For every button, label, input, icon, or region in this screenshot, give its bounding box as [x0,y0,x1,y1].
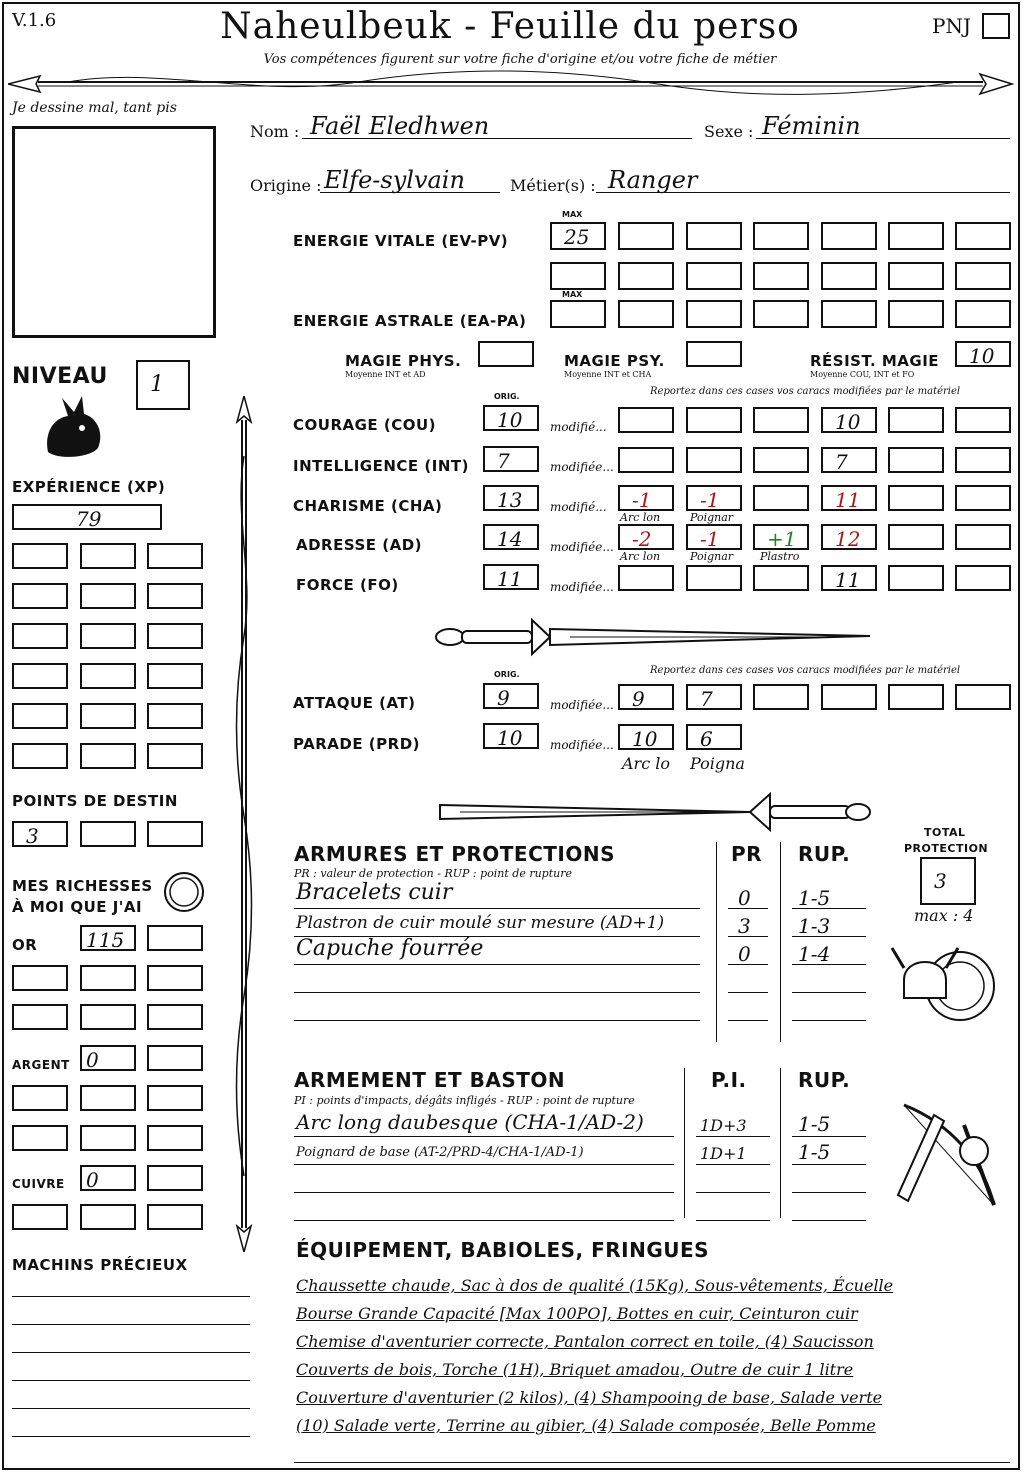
metier-label: Métier(s) : [510,176,596,195]
ea-box[interactable] [888,300,944,328]
weapon-rup-line [792,1136,866,1137]
sexe-label: Sexe : [704,122,754,141]
equipment-line[interactable]: Chemise d'aventurier correcte, Pantalon correct en toile, (4) Saucisson [296,1332,874,1351]
armor-rup-line [792,1020,866,1021]
armor-pr-line [728,1020,768,1021]
origine-label: Origine : [250,176,322,195]
int-mod-label: modifiée... [550,460,614,474]
int-mod-box[interactable] [888,447,944,473]
xp-extra-box[interactable] [80,703,136,729]
ea-box[interactable] [753,300,809,328]
ev-label: ENERGIE VITALE (EV-PV) [293,232,509,250]
int-final-box[interactable]: 7 [821,447,877,473]
cha-mod-box[interactable]: -1 [686,485,742,511]
xp-extra-box[interactable] [80,543,136,569]
sexe-value[interactable]: Féminin [762,112,861,140]
ev-box[interactable] [686,222,742,250]
int-mod-box[interactable] [753,447,809,473]
at-label: ATTAQUE (AT) [293,694,416,712]
weapon-name[interactable]: Arc long daubesque (CHA-1/AD-2) [296,1110,644,1134]
ev-box[interactable] [888,222,944,250]
int-mod-box[interactable] [686,447,742,473]
xp-extra-box[interactable] [147,543,203,569]
cou-final-box[interactable]: 10 [821,407,877,433]
weapon-pi-line [696,1220,770,1221]
magie-phys-sub: Moyenne INT et AD [345,370,426,379]
weapon-row-line [294,1164,674,1165]
int-orig-box[interactable]: 7 [483,446,539,472]
pnj-checkbox[interactable] [982,13,1010,39]
niveau-box[interactable]: 1 [136,360,190,410]
armor-sub: PR : valeur de protection - RUP : point de rupture [294,867,572,880]
ea-box[interactable] [686,300,742,328]
armor-name[interactable]: Capuche fourrée [296,936,484,961]
cuivre-box[interactable] [147,1165,203,1191]
weapon-pi-line [696,1164,770,1165]
xp-extra-box[interactable] [147,743,203,769]
or-label: OR [12,936,38,954]
ad-label: ADRESSE (AD) [296,536,423,554]
armor-rup[interactable]: 1-3 [798,914,831,938]
xp-extra-box[interactable] [147,703,203,729]
destin-box[interactable] [147,821,203,847]
ev-box[interactable] [753,262,809,290]
prd-mod-label: modifiée... [550,738,614,752]
weapon-row-line [294,1136,674,1137]
ev-box[interactable] [821,222,877,250]
ad-mod-box[interactable]: -1 [686,524,742,550]
at-orig-box[interactable]: 9 [483,683,539,709]
ad-mod-box[interactable] [955,524,1011,550]
weapon-pi[interactable]: 1D+3 [700,1116,747,1135]
xp-extra-box[interactable] [80,583,136,609]
ea-box[interactable] [618,300,674,328]
xp-extra-box[interactable] [12,663,68,689]
ev-max-label: MAX [562,210,583,219]
at-mod-box[interactable]: 7 [686,684,742,710]
argent-box[interactable] [147,1045,203,1071]
ad-orig-box[interactable]: 14 [483,524,539,550]
armor-name[interactable]: Plastron de cuir moulé sur mesure (AD+1) [296,913,665,933]
prd-mod-box[interactable]: 10 [618,724,674,750]
weapon-pi[interactable]: 1D+1 [700,1144,747,1163]
stats-report-note: Reportez dans ces cases vos caracs modifiées par le matériel [650,386,961,397]
at-mod-label: modifiée... [550,698,614,712]
cuivre-label: CUIVRE [12,1177,65,1191]
weapon-name[interactable]: Poignard de base (AT-2/PRD-4/CHA-1/AD-1) [296,1145,584,1160]
weapons-title: ARMEMENT ET BASTON [294,1068,566,1092]
sword-icon [430,612,880,662]
at-mod-box[interactable] [955,684,1011,710]
fo-mod-box[interactable] [686,565,742,591]
armor-row-line [294,992,700,993]
xp-extra-box[interactable] [80,623,136,649]
ev-box[interactable] [888,262,944,290]
ad-mod-note: Arc lon [620,550,661,563]
int-label: INTELLIGENCE (INT) [293,457,469,475]
sword-icon [430,788,880,838]
or-box[interactable] [147,965,203,991]
weapon-rup[interactable]: 1-5 [798,1112,831,1136]
resist-magie-sub: Moyenne COU, INT et FO [810,370,915,379]
xp-extra-box[interactable] [147,583,203,609]
page-subtitle: Vos compétences figurent sur votre fiche d'origine et/ou votre fiche de métier [263,52,777,67]
equipment-blank-line[interactable] [294,1462,1010,1463]
ea-max-box[interactable] [550,300,606,328]
cou-mod-label: modifié... [550,420,607,434]
destin-box[interactable] [80,821,136,847]
ev-box[interactable] [550,262,606,290]
xp-extra-box[interactable] [80,663,136,689]
fo-mod-box[interactable] [888,565,944,591]
cha-mod-note: Poignar [690,511,734,524]
weapons-sub: PI : points d'impacts, dégâts infligés - RUP : point de rupture [294,1094,635,1107]
cuivre-box[interactable] [12,1204,68,1230]
cuivre-box[interactable] [80,1204,136,1230]
armor-pr-line [728,992,768,993]
fo-mod-box[interactable] [753,565,809,591]
xp-extra-box[interactable] [12,623,68,649]
xp-extra-box[interactable] [12,703,68,729]
weapon-rup[interactable]: 1-5 [798,1140,831,1164]
fo-final-box[interactable]: 11 [821,565,877,591]
cou-orig-box[interactable]: 10 [483,405,539,431]
or-box[interactable] [12,965,68,991]
fo-mod-box[interactable] [955,565,1011,591]
ev-box[interactable] [955,262,1011,290]
weapon-row-line [294,1192,674,1193]
pnj-label: PNJ [932,14,971,38]
magie-psy-box[interactable] [686,341,742,367]
or-box[interactable] [80,1004,136,1030]
xp-extra-box[interactable] [147,663,203,689]
argent-box[interactable] [147,1125,203,1151]
prd-label: PARADE (PRD) [293,735,421,753]
ea-max-label: MAX [562,290,583,299]
cuivre-box[interactable] [147,1204,203,1230]
orig-label: ORIG. [494,670,520,679]
ad-final-box[interactable]: 12 [821,524,877,550]
cha-final-box[interactable]: 11 [821,485,877,511]
cha-mod-box[interactable] [888,485,944,511]
destin-label: POINTS DE DESTIN [12,792,178,810]
richesses-label: MES RICHESSES [12,877,153,895]
weapon-pi-line [696,1136,770,1137]
cha-orig-box[interactable]: 13 [483,485,539,511]
argent-box[interactable] [80,1125,136,1151]
at-mod-box[interactable] [888,684,944,710]
spear-icon [228,396,260,1252]
xp-extra-box[interactable] [147,623,203,649]
argent-box[interactable] [80,1085,136,1111]
weapon-pi-line [696,1192,770,1193]
ev-max-box[interactable]: 25 [550,222,606,250]
ea-box[interactable] [821,300,877,328]
argent-label: ARGENT [12,1058,70,1072]
argent-box[interactable]: 0 [80,1045,136,1071]
xp-extra-box[interactable] [12,583,68,609]
combat-note: Arc lo [622,754,670,773]
fo-mod-label: modifiée... [550,580,614,594]
xp-label: EXPÉRIENCE (XP) [12,478,166,496]
xp-box[interactable]: 79 [12,504,162,530]
armor-rup[interactable]: 1-5 [798,886,831,910]
equipment-line[interactable]: Couverts de bois, Torche (1H), Briquet amadou, Outre de cuir 1 litre [296,1360,854,1379]
armor-rup[interactable]: 1-4 [798,942,831,966]
weapons-pi-header: P.I. [711,1068,747,1092]
cou-mod-box[interactable] [955,407,1011,433]
xp-extra-box[interactable] [12,543,68,569]
ev-box[interactable] [955,222,1011,250]
ad-mod-box[interactable]: -2 [618,524,674,550]
argent-box[interactable] [12,1125,68,1151]
fo-label: FORCE (FO) [296,576,399,594]
top-spear-icon [8,68,1016,98]
argent-box[interactable] [12,1085,68,1111]
armor-pr[interactable]: 0 [738,886,751,910]
destin-box[interactable]: 3 [12,821,68,847]
at-mod-box[interactable] [821,684,877,710]
equipment-line[interactable]: (10) Salade verte, Terrine au gibier, (4) Salade composée, Belle Pomme [296,1416,876,1435]
prd-orig-box[interactable]: 10 [483,723,539,749]
cha-mod-label: modifié... [550,500,607,514]
weapon-rup-line [792,1220,866,1221]
equipment-line[interactable]: Bourse Grande Capacité [Max 100PO], Bottes en cuir, Ceinturon cuir [296,1304,858,1323]
fo-mod-box[interactable] [618,565,674,591]
ad-mod-note: Plastro [760,550,800,563]
nom-label: Nom : [250,122,300,141]
cou-mod-box[interactable] [888,407,944,433]
niveau-label: NIVEAU [12,364,108,389]
ev-box[interactable] [753,222,809,250]
resist-magie-label: RÉSIST. MAGIE [810,352,940,370]
equipment-line[interactable]: Couverture d'aventurier (2 kilos), (4) Shampooing de base, Salade verte [296,1388,883,1407]
helmet-shield-icon [890,928,1000,1028]
armor-rup-header: RUP. [798,842,851,866]
total-protection-box[interactable]: 3 [920,857,976,905]
armor-row-line [294,1020,700,1021]
fo-orig-box[interactable]: 11 [483,564,539,590]
at-mod-box[interactable]: 9 [618,684,674,710]
portrait-caption: Je dessine mal, tant pis [12,100,177,116]
cou-mod-box[interactable] [686,407,742,433]
cha-mod-box[interactable] [753,485,809,511]
orig-label: ORIG. [494,392,520,401]
or-box[interactable] [147,1004,203,1030]
richesses-label-2: À MOI QUE J'AI [12,898,143,916]
cou-mod-box[interactable] [618,407,674,433]
xp-extra-box[interactable] [80,743,136,769]
total-protection-label-2: PROTECTION [904,842,989,855]
armor-row-line [294,964,700,965]
int-mod-box[interactable] [955,447,1011,473]
ev-box[interactable] [618,262,674,290]
version-label: V.1.6 [12,10,57,31]
armor-pr-header: PR [731,842,763,866]
magie-phys-label: MAGIE PHYS. [345,352,462,370]
equipment-title: ÉQUIPEMENT, BABIOLES, FRINGUES [296,1238,710,1262]
weapon-rup-line [792,1192,866,1193]
armor-row-line [294,908,700,909]
magie-psy-label: MAGIE PSY. [564,352,665,370]
ea-label: ENERGIE ASTRALE (EA-PA) [293,312,527,330]
ad-mod-note: Poignar [690,550,734,563]
armor-title: ARMURES ET PROTECTIONS [294,842,615,866]
metier-value[interactable]: Ranger [608,166,698,194]
int-mod-box[interactable] [618,447,674,473]
ev-box[interactable] [821,262,877,290]
portrait-box[interactable] [12,126,216,338]
armor-pr[interactable]: 3 [738,914,751,938]
armor-pr[interactable]: 0 [738,942,751,966]
ev-box[interactable] [618,222,674,250]
nom-value[interactable]: Faël Eledhwen [310,112,490,140]
ea-box[interactable] [955,300,1011,328]
ev-box[interactable] [686,262,742,290]
weapon-row-line [294,1220,674,1221]
ad-mod-label: modifiée... [550,540,614,554]
combat-report-note: Reportez dans ces cases vos caracs modifiées par le matériel [650,665,961,676]
ad-mod-box[interactable] [888,524,944,550]
at-mod-box[interactable] [753,684,809,710]
total-protection-label: TOTAL [924,826,966,839]
page-title: Naheulbeuk - Feuille du perso [220,6,800,47]
cha-label: CHARISME (CHA) [293,497,443,515]
magie-psy-sub: Moyenne INT et CHA [564,370,652,379]
weapon-rup-line [792,1164,866,1165]
cha-mod-box[interactable]: -1 [618,485,674,511]
dragon-icon [38,392,106,462]
cuivre-box[interactable]: 0 [80,1165,136,1191]
cou-mod-box[interactable] [753,407,809,433]
or-box[interactable] [12,1004,68,1030]
cou-label: COURAGE (COU) [293,416,437,434]
weapons-rup-header: RUP. [798,1068,851,1092]
ad-mod-box[interactable]: +1 [753,524,809,550]
armor-rup-line [792,992,866,993]
origine-value[interactable]: Elfe-sylvain [324,166,465,194]
max-protection-note: max : 4 [914,906,974,925]
coin-icon [162,870,206,914]
cha-mod-box[interactable] [955,485,1011,511]
cha-mod-note: Arc lon [620,511,661,524]
armor-name[interactable]: Bracelets cuir [296,880,453,905]
or-box[interactable]: 115 [80,925,136,951]
magie-phys-box[interactable] [478,341,534,367]
argent-box[interactable] [147,1085,203,1111]
resist-magie-box[interactable]: 10 [955,341,1011,367]
weapons-icon [884,1095,1010,1215]
or-box[interactable] [80,965,136,991]
equipment-line[interactable]: Chaussette chaude, Sac à dos de qualité (15Kg), Sous-vêtements, Écuelle [296,1276,894,1295]
xp-extra-box[interactable] [12,743,68,769]
prd-mod-box[interactable]: 6 [686,724,742,750]
machins-label: MACHINS PRÉCIEUX [12,1256,188,1274]
or-box[interactable] [147,925,203,951]
combat-note: Poigna [690,754,745,773]
